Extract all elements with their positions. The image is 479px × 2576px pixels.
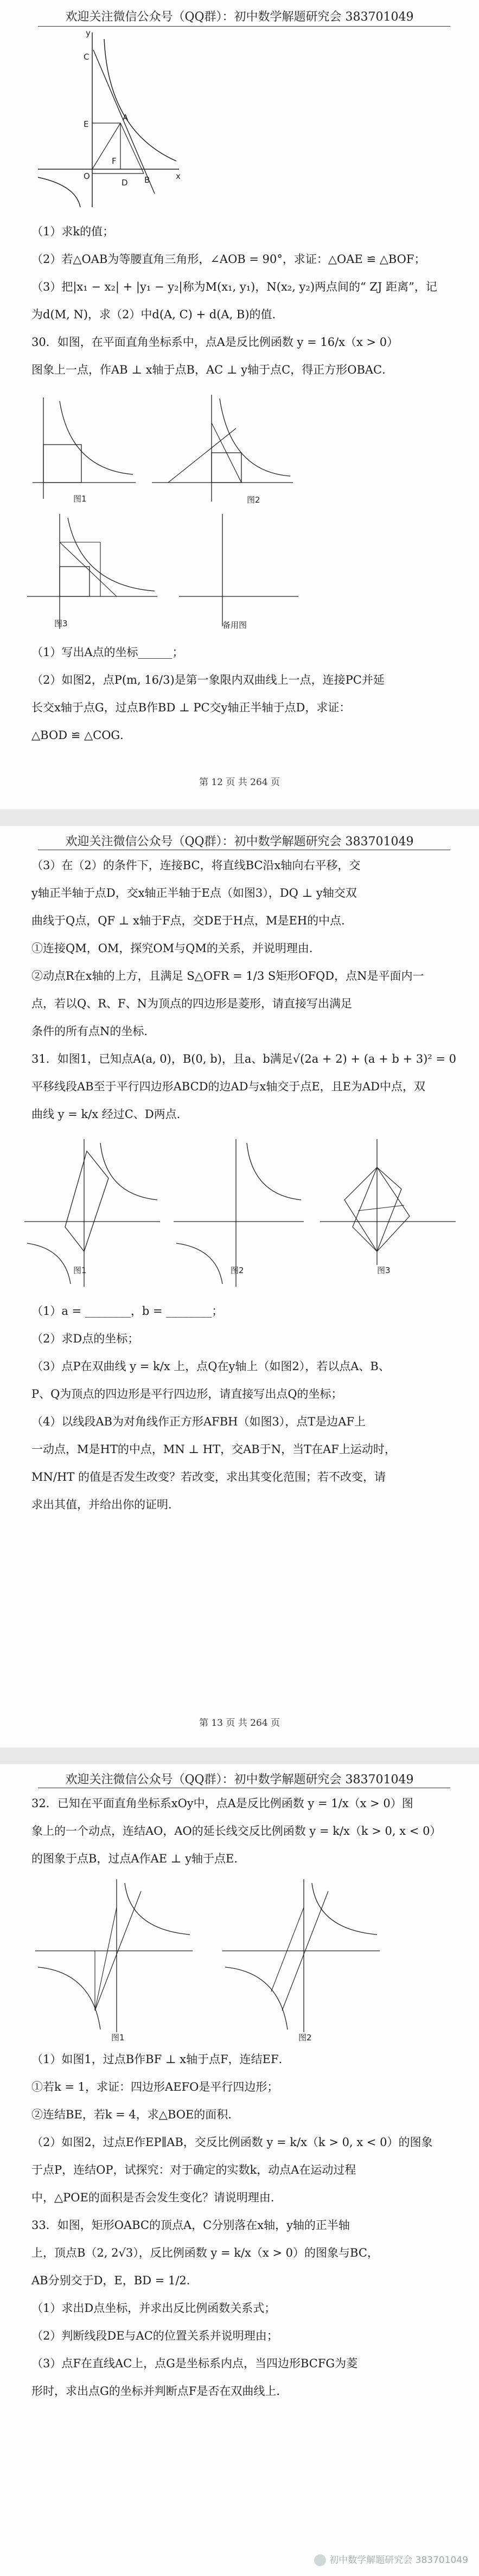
text-line: （2）求D点的坐标； — [31, 1332, 139, 1345]
text-line: （3）把|x₁ − x₂| + |y₁ − y₂|称为M(x₁, y₁)，N(x₂, y₂)两点间的“ ZJ 距离”，记 — [31, 280, 437, 293]
text-line: 的图象于点B，过点A作AE ⊥ y轴于点E． — [31, 1852, 246, 1865]
label-C: C — [84, 52, 90, 62]
figure-30-3 — [22, 510, 163, 634]
figure-32-1 — [30, 1875, 203, 2043]
page-12 — [0, 0, 479, 810]
page-13 — [0, 826, 479, 1748]
fig3-caption: 图3 — [377, 1265, 391, 1275]
text-line: 33．如图，矩形OABC的顶点A，C分别落在x轴，y轴的正半轴 — [31, 2219, 350, 2232]
page-separator — [0, 810, 479, 826]
text-line: AB分别交于D，E，BD = 1/2． — [31, 2274, 198, 2287]
text-line: 一动点，M是HT的中点，MN ⊥ HT，交AB于N，当T在AF上运动时， — [31, 1443, 396, 1456]
figure-32-2 — [217, 1875, 391, 2043]
text-line: 30．如图，在平面直角坐标系中，点A是反比例函数 y = 16/x（x > 0） — [31, 336, 399, 349]
text-line: （1）求出D点坐标，并求出反比例函数关系式； — [31, 2302, 276, 2315]
text-line: （3）在（2）的条件下，连接BC，将直线BC沿x轴向右平移，交 — [31, 859, 361, 872]
text-line: （1）如图1，过点B作BF ⊥ x轴于点F，连结EF． — [31, 2053, 290, 2066]
text-line: 曲线于Q点，QF ⊥ x轴于F点，交DE于H点，M是EH的中点． — [31, 914, 353, 927]
text-line: 于点P，连结OP，试探究：对于确定的实数k，动点A在运动过程 — [31, 2163, 356, 2176]
label-O: O — [84, 171, 90, 181]
figure-30-backup — [174, 510, 304, 634]
header-rule — [38, 26, 450, 27]
text-line: P、Q为顶点的四边形是平行四边形，请直接写出点Q的坐标； — [31, 1387, 343, 1401]
fig1-caption: 图1 — [111, 2033, 125, 2042]
watermark-text: 初中数学解题研究会 383701049 — [329, 2555, 468, 2566]
fig2-caption: 图2 — [231, 1265, 244, 1275]
page-footer: 第 13 页 共 264 页 — [199, 1718, 280, 1729]
text-line: 长交x轴于点G，过点B作BD ⊥ PC交y轴正半轴于点D，求证： — [31, 701, 351, 714]
label-F: F — [112, 156, 117, 166]
text-line: 为d(M, N)，求（2）中d(A, C) + d(A, B)的值. — [31, 308, 276, 321]
text-line: 曲线 y = k/x 经过C、D两点． — [31, 1108, 188, 1121]
text-line: （2）判断线段DE与AC的位置关系并说明理由； — [31, 2329, 278, 2342]
text-line: 求出其值，并给出你的证明． — [31, 1498, 180, 1511]
text-line: （3）点F在直线AC上，点G是坐标系内点，当四边形BCFG为菱 — [31, 2357, 358, 2370]
text-line: 31．如图1，已知点A(a, 0)，B(0, b)，且a、b满足√(2a + 2) + (a + b + 3)² = 0 — [31, 1052, 457, 1065]
page-header: 欢迎关注微信公众号（QQ群）：初中数学解题研究会 383701049 — [65, 835, 414, 849]
text-line: 中，△POE的面积是否会发生变化？请说明理由． — [31, 2191, 282, 2204]
text-line: （1）求k的值； — [31, 225, 114, 238]
page-footer: 第 12 页 共 264 页 — [199, 777, 280, 788]
text-line: （1）a = ________，b = ________； — [31, 1305, 223, 1318]
text-line: MN/HT 的值是否发生改变？若改变，求出其变化范围；若不改变，请 — [31, 1470, 386, 1483]
figure-30-2 — [146, 390, 298, 507]
text-line: 上，顶点B（2, 2√3），反比例函数 y = k/x（x > 0）的图象与BC， — [31, 2246, 379, 2259]
watermark — [314, 2552, 468, 2566]
text-line: （2）如图2，点P(m, 16/3)是第一象限内双曲线上一点，连接PC并延 — [31, 673, 385, 686]
page-header: 欢迎关注微信公众号（QQ群）：初中数学解题研究会 383701049 — [65, 10, 414, 24]
label-D: D — [122, 178, 128, 188]
text-line: 32．已知在平面直角坐标系xOy中，点A是反比例函数 y = 1/x（x > 0）图 — [31, 1797, 413, 1810]
text-line: （3）点P在双曲线 y = k/x 上，点Q在y轴上（如图2），若以点A、B、 — [31, 1360, 390, 1373]
text-line: ②动点R在x轴的上方，且满足 S△OFR = 1/3 S矩形OFQD，点N是平面内一 — [31, 969, 424, 982]
text-line: （4）以线段AB为对角线作正方形AFBH（如图3），点T是边AF上 — [31, 1415, 366, 1428]
text-line: 形时，求出点G的坐标并判断点F是否在双曲线上． — [31, 2385, 288, 2398]
text-line: （2）若△OAB为等腰直角三角形，∠AOB = 90°，求证：△OAE ≌ △BOF； — [31, 253, 426, 266]
text-line: （1）写出A点的坐标______； — [31, 646, 184, 659]
fig2-caption: 图2 — [247, 495, 260, 505]
text-line: ①若k = 1，求证：四边形AEFO是平行四边形； — [31, 2080, 279, 2093]
page-header: 欢迎关注微信公众号（QQ群）：初中数学解题研究会 383701049 — [65, 1773, 414, 1787]
figure-30-1 — [22, 393, 141, 504]
label-x: x — [176, 171, 181, 181]
text-line: ①连接QM，OM，探究OM与QM的关系，并说明理由． — [31, 942, 321, 955]
figure-hyperbola-triangle — [22, 28, 184, 213]
label-y: y — [86, 28, 91, 38]
figure-31-2 — [168, 1135, 309, 1292]
text-line: ②连结BE，若k = 4，求△BOE的面积． — [31, 2108, 240, 2121]
text-line: y轴正半轴于点D，交x轴正半轴于E点（如图3），DQ ⊥ y轴交双 — [31, 886, 357, 900]
wechat-icon — [314, 2554, 326, 2566]
page-separator — [0, 1748, 479, 1764]
label-B: B — [144, 175, 150, 185]
label-A: A — [123, 113, 129, 123]
fig4-caption: 备用图 — [222, 620, 247, 630]
page-14 — [0, 1764, 479, 2576]
figure-31-3 — [315, 1135, 461, 1292]
fig2-caption: 图2 — [298, 2033, 312, 2042]
text-line: （2）如图2，过点E作EP∥AB，交反比例函数 y = k/x（k > 0, x < 0）的图象 — [31, 2136, 433, 2149]
text-line: 象上的一个动点，连结AO，AO的延长线交反比例函数 y = k/x（k > 0, x < 0） — [31, 1825, 442, 1838]
figure-31-1 — [19, 1135, 165, 1292]
text-line: 平移线段AB至于平行四边形ABCD的边AD与x轴交于点E，且E为AD中点，双 — [31, 1080, 425, 1093]
text-line: 图象上一点，作AB ⊥ x轴于点B，AC ⊥ y轴于点C，得正方形OBAC． — [31, 363, 394, 376]
fig3-caption: 图3 — [54, 619, 68, 628]
fig1-caption: 图1 — [73, 494, 87, 504]
text-line: △BOD ≌ △COG． — [31, 729, 132, 742]
text-line: 条件的所有点N的坐标． — [31, 1025, 156, 1038]
label-E: E — [84, 119, 89, 129]
fig1-caption: 图1 — [73, 1265, 87, 1275]
text-line: 点，若以Q、R、F、N为顶点的四边形是菱形，请直接写出满足 — [31, 997, 352, 1010]
